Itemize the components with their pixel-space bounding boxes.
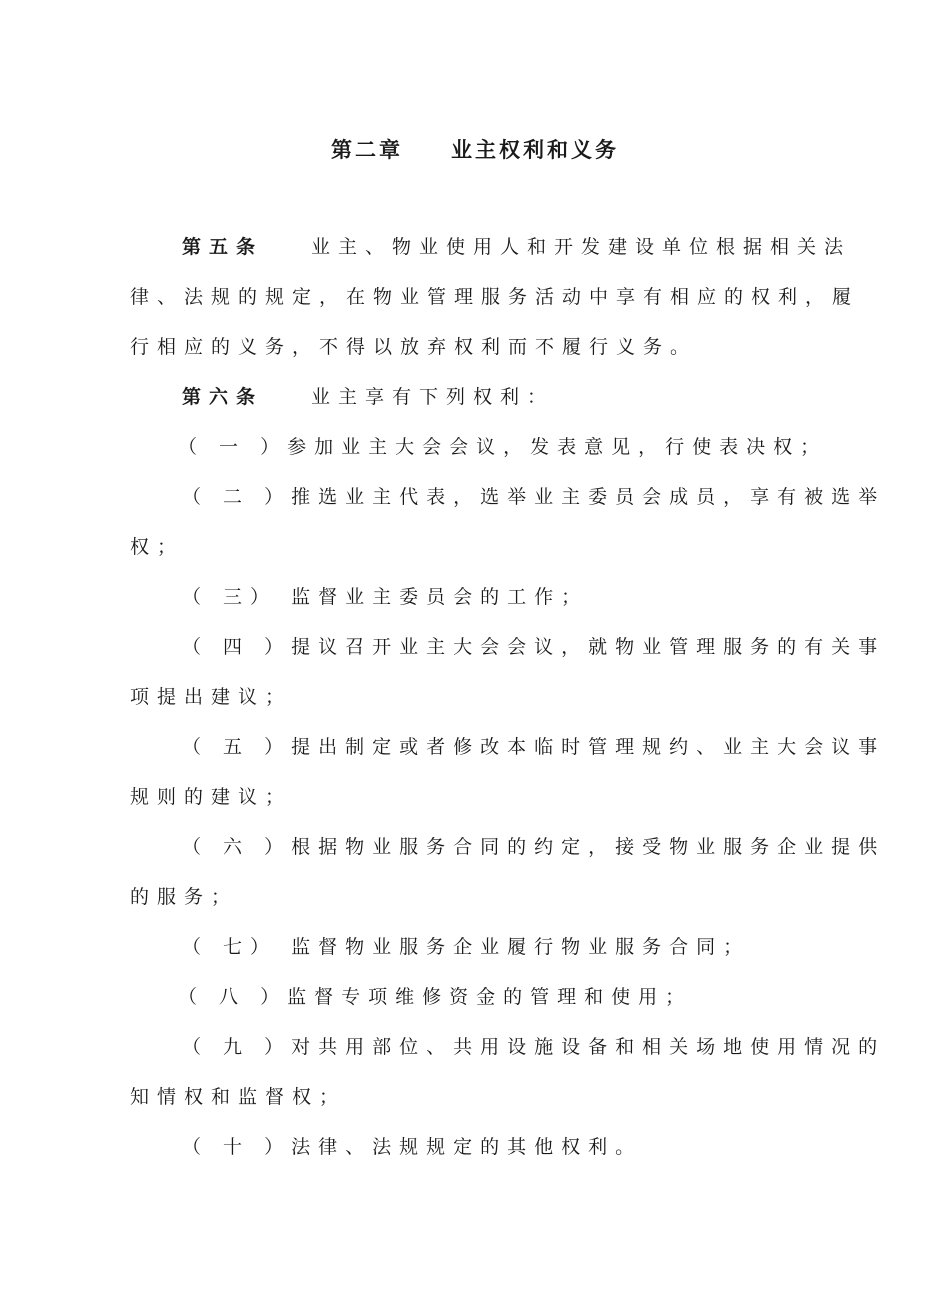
list-item-2-cont: 权； xyxy=(130,536,185,558)
list-item-4: （ 四 ）提议召开业主大会会议，就物业管理服务的有关事 xyxy=(182,636,886,658)
list-item-7: （ 七） 监督物业服务企业履行物业服务合同； xyxy=(182,936,751,958)
article5-line-2: 律、法规的规定，在物业管理服务活动中享有相应的权利，履 xyxy=(130,286,860,308)
article5-label: 第五条 xyxy=(182,236,264,258)
list-item-1: （ 一 ）参加业主大会会议，发表意见，行使表决权； xyxy=(178,436,828,458)
list-item-6: （ 六 ）根据物业服务合同的约定，接受物业服务企业提供 xyxy=(182,836,886,858)
chapter-heading xyxy=(0,134,950,164)
article5-line-3: 行相应的义务，不得以放弃权利而不履行义务。 xyxy=(130,336,698,358)
article6-label: 第六条 xyxy=(182,386,264,408)
list-item-4-cont: 项提出建议； xyxy=(130,686,293,708)
list-item-8: （ 八 ）监督专项维修资金的管理和使用； xyxy=(178,986,693,1008)
list-item-3: （ 三） 监督业主委员会的工作； xyxy=(182,586,589,608)
list-item-9-cont: 知情权和监督权； xyxy=(130,1086,347,1108)
list-item-2: （ 二 ）推选业主代表，选举业主委员会成员，享有被选举 xyxy=(182,486,886,508)
list-item-5-cont: 规则的建议； xyxy=(130,786,293,808)
list-item-5: （ 五 ）提出制定或者修改本临时管理规约、业主大会议事 xyxy=(182,736,886,758)
chapter-number: 第二章 xyxy=(331,138,403,162)
chapter-title: 业主权利和义务 xyxy=(451,138,619,162)
list-item-10: （ 十 ）法律、法规规定的其他权利。 xyxy=(182,1136,643,1158)
list-item-9: （ 九 ）对共用部位、共用设施设备和相关场地使用情况的 xyxy=(182,1036,886,1058)
article5-text-1: 业主、物业使用人和开发建设单位根据相关法 xyxy=(311,236,852,258)
article6-intro: 业主享有下列权利： xyxy=(311,386,555,408)
article6-line-intro xyxy=(182,384,822,410)
article5-line-1 xyxy=(182,234,852,260)
list-item-6-cont: 的服务； xyxy=(130,886,239,908)
